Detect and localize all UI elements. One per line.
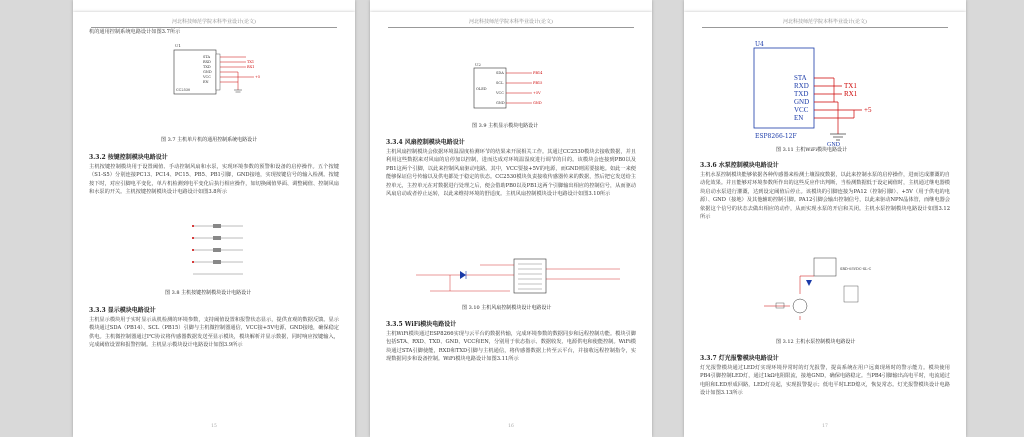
relay-label: SRD-05VDC-SL-C [840, 267, 872, 271]
u2-pin-2: SCL [496, 81, 504, 85]
u4-pin-5: VCC [794, 106, 809, 114]
section-3-3-7-heading: 3.3.7 灯光报警模块电路设计 [700, 355, 779, 362]
previous-page-strip-3 [684, 0, 966, 12]
figure-3-9-caption: 图 3.9 主机显示模块电路设计 [472, 123, 539, 129]
u2-net-3: +5V [533, 91, 541, 95]
page-number: 15 [211, 424, 217, 429]
u1-pin-2: RXD [203, 60, 211, 64]
page-header: 河北科技师范学院本科毕业设计(论文) [388, 18, 634, 28]
previous-page-strip-2 [370, 0, 652, 12]
u2-label: U2 [475, 62, 481, 67]
u2-pin-4: GND [496, 101, 505, 105]
figure-3-12-caption: 图 3.12 主机水泵控制模块电路设计 [776, 339, 856, 345]
u1-pin-1: STA [203, 55, 211, 59]
u4-net-rx1: RX1 [844, 90, 858, 98]
document-page-17[interactable] [684, 12, 966, 437]
figure-3-12-schematic [754, 250, 894, 322]
previous-page-strip-1 [73, 0, 355, 12]
u4-pin-4: GND [794, 98, 810, 106]
figure-3-8-schematic [183, 220, 253, 278]
u4-pin-1: STA [794, 74, 807, 82]
page-header: 河北科技师范学院本科毕业设计(论文) [702, 18, 948, 28]
figure-3-11-caption: 图 3.11 主机WiFi模块电路设计 [776, 147, 848, 153]
u1-label: U1 [175, 43, 181, 48]
gnd-label: GND [827, 142, 840, 146]
u1-net-5v: +5 [255, 75, 261, 79]
section-3-3-5-text: 主机WiFi模块通过ESP8266实现与云平台的数据传输，完成环境参数的数据同步和远程控制功能。模块引脚包括STA、RXD、TXD、GND、VCC和EN，分别用于状态指示、数据收发、电源供电和使能控制。WiFi模块通过STA引脚使能，RXD和TXD引脚与主机通信，将传感器数据上传至云平台，并接收远程控制指令，实现数据同步和设备控制。WiFi模块电路设计如图3.11所示 [386, 331, 636, 363]
page-number: 16 [508, 424, 514, 429]
u1-pin-3: TXD [203, 65, 211, 69]
figure-3-9-schematic [470, 62, 565, 114]
u2-net-2: PB15 [533, 81, 543, 85]
u1-net-tx1: TX1 [247, 60, 255, 64]
section-3-3-4-heading: 3.3.4 风扇控制模块电路设计 [386, 139, 465, 146]
document-page-16[interactable] [370, 12, 652, 437]
u4-chip-label: ESP8266-12F [755, 133, 797, 140]
u1-net-rx1: RX1 [247, 65, 255, 69]
figure-3-7-schematic [168, 40, 278, 102]
cc-block-label: CC2530 [176, 88, 191, 92]
section-3-3-6-heading: 3.3.6 水泵控制模块电路设计 [700, 162, 779, 169]
figure-3-10-caption: 图 3.10 主机风扇控制模块设计电路设计 [462, 305, 552, 311]
page-number: 17 [822, 424, 828, 429]
section-3-3-2-text: 主机按键控制模块用于设置阈值、手动控制风扇和水泵，实现环境参数的预警和设备的启停操作。五个按键（S1-S5）分别连接PC13、PC14、PC15、PB5、PB1引脚，GND接地，实现按键信号的输入检测。按键按下时，对应引脚电平变化，单片机检测到电平变化后执行相应操作，如切换阈值界面、调整阈值、控制风扇和水泵的开关。主机按键控制模块设计电路设计如图3.8所示 [89, 164, 339, 196]
u2-net-1: PB14 [533, 71, 543, 75]
u4-net-tx1: TX1 [844, 82, 857, 90]
figure-3-7-caption: 图 3.7 主机单片机的通用控制系统电路设计 [161, 137, 258, 143]
figure-3-8-caption: 图 3.8 主机按键控制模块设计电路设计 [165, 290, 252, 296]
u1-pin-6: EN [203, 80, 209, 84]
u1-pin-4: GND [203, 70, 212, 74]
section-3-3-7-text: 灯光报警模块通过LED灯实现环境异常时的灯光报警，提高系统在用户远离现场时的警示能力。模块使用PB4引脚控制LED灯，通过1kΩ电阻限流，接地GND，确保电路稳定。当PB4引脚输出高电平时，电流通过电阻和LED形成回路，LED灯亮起，实现报警提示；低电平时LED熄灭，恢复常态。灯光报警模块设计电路设计如图3.13所示 [700, 365, 950, 397]
section-3-3-3-heading: 3.3.3 显示模块电路设计 [89, 307, 156, 314]
page-header: 河北科技师范学院本科毕业设计(论文) [91, 18, 337, 28]
figure-3-11-schematic [744, 26, 894, 146]
document-page-15[interactable] [73, 12, 355, 437]
section-3-3-6-text: 主机水泵控制模块能够依据各种传感器来检测土壤湿度数据，以此来控制水泵的启停操作，进而达成灌溉的自动化效果。并且能够对环境参数所作出的这些反应作出判断，当检测数据低于设定阈值时，主机通过继电器模块启动水泵进行灌溉，达到设定阈值后停止。该模块的引脚连接为PA12（控制引脚）、+5V（用于供电的电源）、GND（接地）及其他辅助控制引脚。PA12引脚会输出控制信号，以此来驱动NPN晶体管，而继电器会依据这个信号的状态去做出相应的动作，从而实现水泵的开启和关闭。主机水泵控制模块电路设计如图3.12所示 [700, 172, 950, 221]
u4-pin-3: TXD [794, 90, 809, 98]
u4-pin-6: EN [794, 114, 804, 122]
u2-pin-3: VCC [496, 91, 504, 95]
section-3-3-4-text: 主机风扇控制模块会依据环境温湿度检测环节的结果来开展相关工作。其通过CC2530模块去接收数据，并且利用这些数据来对风扇的启停加以控制，进而达成对环境温湿度进行调节的目的。该模块会连接到PB0以及PB1这两个引脚，以此来控制风扇驱动电路。其中，VCC要接+5V的电源，而GND则需要接地。如此一来便能够保证信号传输以及供电都处于稳定的状态。CC2530模块负责接收传感器传来的数据，然后把它发送给主控单元，主控单元在对数据进行处理之后，便会借助PB0以及PB1这两个引脚输出相应的控制信号，从而驱动风扇启动或者停止运转，以此来维持环境的舒适度。主机风扇控制模块设计电路设计如图3.10所示 [386, 149, 636, 198]
section-3-3-2-heading: 3.3.2 按键控制模块电路设计 [89, 154, 168, 161]
section-3-3-3-text: 主机显示模块用于实时显示从机检测的环境参数，支持阈值设置和报警状态显示，提供直观的数据反馈。显示模块通过SDA（PB14）、SCL（PB15）引脚与主机微控制器通信，VCC接+5V电源，GND接地，确保稳定供电。主机微控制器通过I²C协议将传感器数据发送至显示模块，模块解析并显示数据，同时响应按键输入，完成阈值设置和报警控制。主机显示模块设计电路设计如图3.9所示 [89, 317, 339, 349]
figure-3-10-schematic [410, 255, 630, 297]
u2-pin-1: SDA [496, 71, 504, 75]
intro-text: 机的通用控制系统电路设计如图3.7所示 [89, 29, 181, 35]
u4-pin-2: RXD [794, 82, 809, 90]
oled-label: OLED [476, 87, 487, 91]
u1-pin-5: VCC [203, 75, 211, 79]
section-3-3-5-heading: 3.3.5 WiFi模块电路设计 [386, 321, 457, 328]
u4-label: U4 [755, 41, 764, 48]
u4-net-5v: +5 [864, 106, 872, 114]
u2-net-4: GND [533, 101, 542, 105]
